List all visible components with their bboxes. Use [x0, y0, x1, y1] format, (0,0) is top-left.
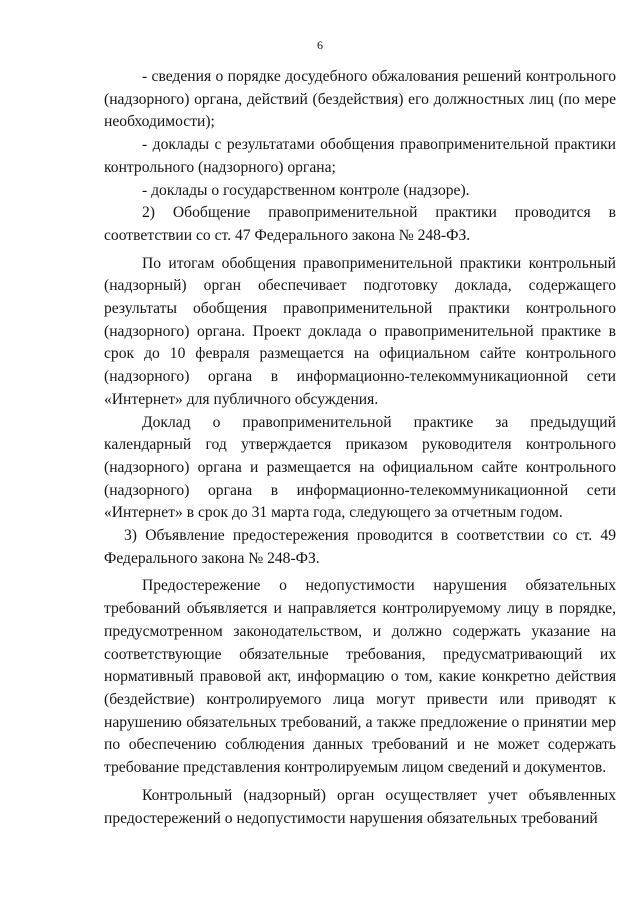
paragraph-practice-generalization: 2) Обобщение правоприменительной практики проводится в соответствии со ст. 47 Федерального закона № 248-ФЗ. [104, 204, 616, 244]
list-item-state-control-reports: - доклады о государственном контроле (надзоре). [142, 181, 470, 199]
paragraph-warning-announcement: 3) Объявление предостережения проводится в соответствии со ст. 49 Федерального закона № 248-ФЗ. [104, 527, 616, 567]
list-item-practice-reports: - доклады с результатами обобщения правоприменительной практики контрольного (надзорного) органа; [104, 136, 616, 176]
paragraph-warning-accounting: Контрольный (надзорный) орган осуществляет учет объявленных предостережений о недопустимости нарушения обязательных требований [104, 786, 616, 827]
page-number: 6 [317, 38, 323, 52]
list-item-pretrial-appeal: - сведения о порядке досудебного обжалования решений контрольного (надзорного) органа, действий (бездействия) его должностных лиц (по мере необходимости); [104, 68, 616, 131]
document-body [104, 66, 616, 830]
paragraph-report-approval: Доклад о правоприменительной практике за предыдущий календарный год утверждается приказом руководителя контрольного (надзорного) органа и размещается на официальном сайте контрольного (надзорного) органа в информационно-телекоммуникационной сети «Интернет» в срок до 31 марта года, следующего за отчетным годом. [104, 413, 616, 522]
paragraph-report-preparation: По итогам обобщения правоприменительной практики контрольный (надзорный) орган обеспечивает подготовку доклада, содержащего результаты обобщения правоприменительной практики контрольного (надзорного) органа. Проект доклада о правоприменительной практике в срок до 10 февраля размещается на официальном сайте контрольного (надзорного) органа в информационно-телекоммуникационной сети «Интернет» для публичного обсуждения. [104, 254, 616, 408]
paragraph-warning-content: Предостережение о недопустимости нарушения обязательных требований объявляется и направляется контролируемому лицу в порядке, предусмотренном законодательством, и должно содержать указание на соответствующие обязательные требования, предусматривающий их нормативный правовой акт, информацию о том, какие конкретно действия (бездействие) контролируемого лица могут привести или приводят к нарушению обязательных требований, а также предложение о принятии мер по обеспечению соблюдения данных требований и не может содержать требование представления контролируемым лицом сведений и документов. [104, 577, 616, 777]
